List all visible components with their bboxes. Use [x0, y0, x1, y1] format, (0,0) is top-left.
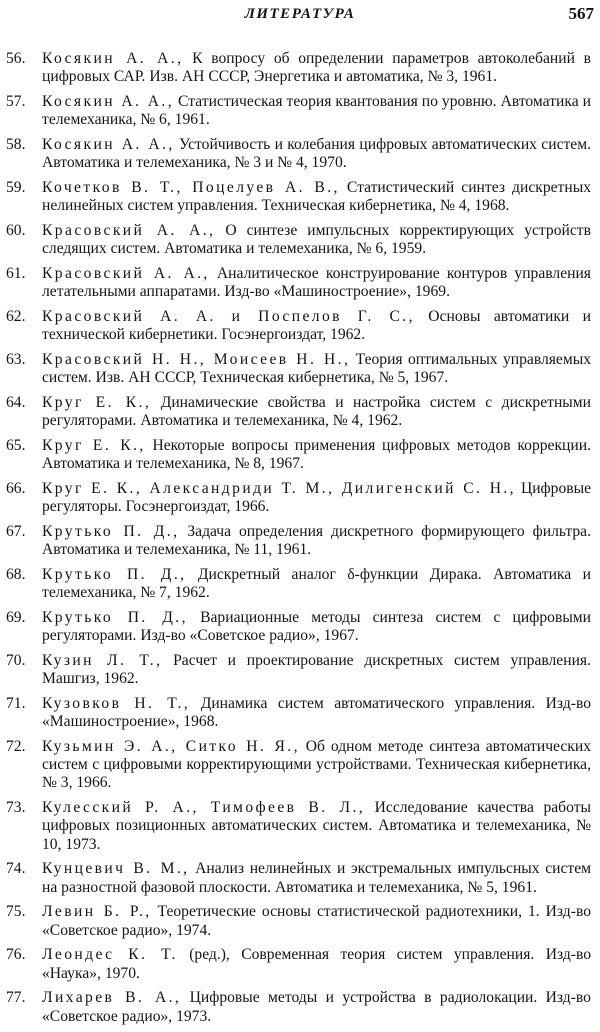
reference-number: 64. [6, 394, 26, 411]
reference-text: Дискретный аналог δ-функции Дирака. Автоматика и телемеханика, № 7, 1962. [42, 566, 591, 602]
reference-author: Кузин Л. Т., [42, 652, 163, 669]
reference-text: К вопросу об определении параметров автоколебаний в цифровых САР. Изв. АН СССР, Энергетика и автоматика, № 3, 1961. [42, 50, 591, 86]
reference-item [6, 989, 591, 1025]
reference-number: 63. [6, 351, 26, 368]
reference-item [6, 394, 591, 430]
reference-text: Цифровые методы и устройства в радиолокации. Изд-во «Советское радио», 1973. [42, 989, 591, 1025]
reference-item [6, 222, 591, 258]
reference-item [6, 695, 591, 731]
reference-text: Основы автоматики и технической кибернетики. Госэнергоиздат, 1962. [42, 308, 591, 344]
reference-item [6, 308, 591, 344]
page-number: 567 [568, 4, 594, 23]
reference-author: Кузьмин Э. А., Ситко Н. Я., [42, 738, 300, 755]
reference-text: Аналитическое конструирование контуров управления летательными аппаратами. Изд-во «Машиностроение», 1969. [42, 265, 591, 301]
reference-number: 74. [6, 860, 26, 878]
reference-text: Исследование качества работы цифровых позиционных автоматических систем. Автоматика и телемеханика, № 10, 1973. [42, 799, 591, 853]
reference-item [6, 523, 591, 559]
reference-number: 75. [6, 903, 26, 921]
reference-item [6, 480, 591, 516]
running-head [0, 4, 600, 26]
reference-author: Крутько П. Д., [42, 609, 188, 626]
reference-number: 76. [6, 946, 26, 964]
reference-item [6, 93, 591, 129]
reference-author: Леондес К. Т. [42, 946, 178, 964]
reference-author: Косякин А. А., [42, 50, 184, 67]
reference-author: Крутько П. Д., [42, 523, 180, 540]
reference-text: (ред.), Современная теория систем управления. Изд-во «Наука», 1970. [42, 946, 592, 982]
reference-text: Цифровые регуляторы. Госэнергоиздат, 1966. [42, 480, 592, 516]
reference-author: Круг Е. К., Александриди Т. М., Дилигенский С. Н., [42, 480, 516, 497]
reference-number: 67. [6, 523, 26, 540]
reference-number: 62. [6, 308, 26, 325]
reference-text: Устойчивость и колебания цифровых автоматических систем. Автоматика и телемеханика, № 3 и № 4, 1970. [42, 136, 591, 172]
reference-text: Динамические свойства и настройка систем с дискретными регуляторами. Автоматика и телемеханика, № 4, 1962. [42, 394, 591, 430]
reference-text: Статистический синтез дискретных нелинейных систем управления. Техническая кибернетика, № 4, 1968. [42, 179, 591, 215]
reference-text: Некоторые вопросы применения цифровых методов коррекции. Автоматика и телемеханика, № 8, 1967. [42, 437, 591, 473]
reference-author: Косякин А. А., [42, 93, 175, 110]
reference-item [6, 738, 591, 793]
reference-list [6, 50, 591, 1032]
reference-author: Круг Е. К., [42, 394, 152, 411]
reference-author: Красовский А. А., [42, 222, 216, 239]
reference-text: О синтезе импульсных корректирующих устройств следящих систем. Автоматика и телемеханика, № 6, 1959. [42, 222, 591, 258]
reference-number: 66. [6, 480, 26, 497]
reference-author: Кулесский Р. А., Тимофеев В. Л., [42, 799, 366, 817]
reference-item [6, 652, 591, 688]
reference-text: Статистическая теория квантования по уровню. Автоматика и телемеханика, № 6, 1961. [42, 93, 591, 129]
reference-item [6, 860, 591, 896]
reference-number: 68. [6, 566, 26, 583]
reference-author: Левин Б. Р., [42, 903, 152, 921]
reference-number: 72. [6, 738, 26, 755]
reference-number: 73. [6, 799, 26, 817]
reference-number: 58. [6, 136, 26, 153]
reference-author: Кочетков В. Т., Поцелуев А. В., [42, 179, 340, 196]
reference-number: 57. [6, 93, 26, 110]
reference-author: Лихарев В. А., [42, 989, 182, 1007]
reference-number: 60. [6, 222, 26, 239]
reference-item [6, 179, 591, 215]
reference-item [6, 351, 591, 387]
reference-text: Об одном методе синтеза автоматических систем с цифровыми корректирующими устройствами. Техническая кибернетика, № 3, 1966. [42, 738, 591, 792]
reference-number: 71. [6, 695, 26, 712]
reference-item [6, 265, 591, 301]
reference-item [6, 609, 591, 645]
reference-text: Расчет и проектирование дискретных систем управления. Машгиз, 1962. [42, 652, 591, 688]
section-title: ЛИТЕРАТУРА [244, 6, 356, 22]
reference-number: 77. [6, 989, 26, 1007]
reference-author: Крутько П. Д., [42, 566, 187, 583]
reference-author: Кузовков Н. Т., [42, 695, 191, 712]
reference-item [6, 903, 591, 939]
reference-item [6, 946, 591, 982]
reference-text: Теоретические основы статистической радиотехники, 1. Изд-во «Советское радио», 1974. [42, 903, 591, 939]
reference-text: Задача определения дискретного формирующего фильтра. Автоматика и телемеханика, № 11, 1961. [42, 523, 591, 559]
reference-author: Косякин А. А., [42, 136, 175, 153]
reference-number: 69. [6, 609, 26, 626]
reference-item [6, 50, 591, 86]
reference-number: 59. [6, 179, 26, 196]
reference-item [6, 799, 591, 854]
reference-author: Красовский А. А. и Поспелов Г. С., [42, 308, 415, 325]
reference-item [6, 136, 591, 172]
reference-text: Динамика систем автоматического управления. Изд-во «Машиностроение», 1968. [42, 695, 591, 731]
reference-number: 56. [6, 50, 26, 67]
reference-author: Кунцевич В. М., [42, 860, 190, 878]
reference-number: 61. [6, 265, 26, 282]
reference-text: Вариационные методы синтеза систем с цифровыми регуляторами. Изд-во «Советское радио», 1967. [42, 609, 592, 645]
reference-author: Красовский А. А., [42, 265, 210, 282]
reference-author: Красовский Н. Н., Моисеев Н. Н., [42, 351, 351, 368]
reference-number: 65. [6, 437, 26, 454]
reference-text: Теория оптимальных управляемых систем. Изв. АН СССР, Техническая кибернетика, № 5, 1967. [42, 351, 591, 387]
reference-number: 70. [6, 652, 26, 669]
reference-text: Анализ нелинейных и экстремальных импульсных систем на разностной фазовой плоскости. Автоматика и телемеханика, № 5, 1961. [42, 860, 592, 896]
reference-author: Круг Е. К., [42, 437, 146, 454]
reference-item [6, 437, 591, 473]
reference-item [6, 566, 591, 602]
